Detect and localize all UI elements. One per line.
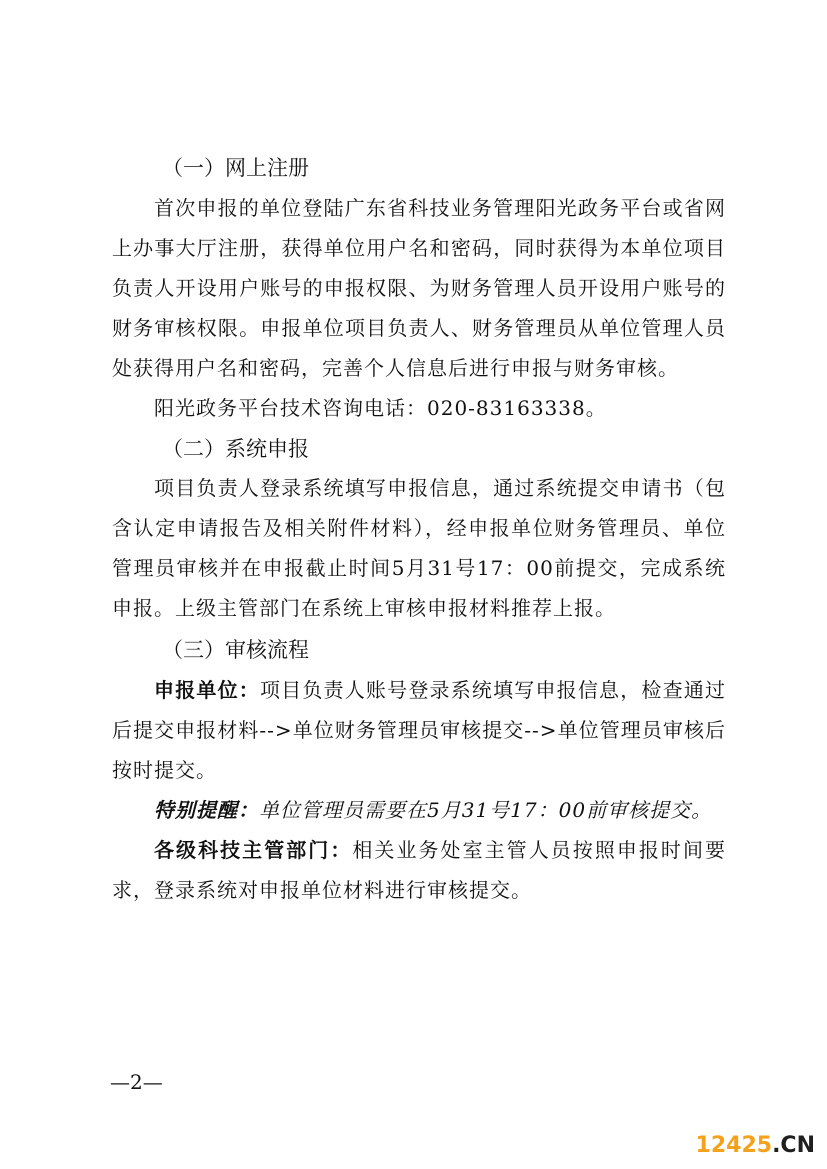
section-3-heading: （三）审核流程 — [162, 638, 309, 662]
section-2-heading: （二）系统申报 — [162, 437, 309, 461]
watermark-number: 12425 — [695, 1133, 773, 1158]
section-1-heading: （一）网上注册 — [162, 156, 309, 180]
page-number: —2— — [110, 1070, 163, 1094]
special-reminder — [112, 790, 726, 830]
section-1-paragraph: 首次申报的单位登陆广东省科技业务管理阳光政务平台或省网上办事大厅注册，获得单位用户名和密码，同时获得为本单位项目负责人开设用户账号的申报权限、为财务管理人员开设用户账号的财务审核权限。申报单位项目负责人、财务管理员从单位管理人员处获得用户名和密码，完善个人信息后进行申报与财务审核。 — [112, 196, 726, 380]
section-1-body — [112, 188, 726, 428]
authority-text: 相关业务处室主管人员按照申报时间要求，登录系统对申报单位材料进行审核提交。 — [112, 838, 727, 902]
section-2 — [112, 434, 726, 464]
section-1-hotline: 阳光政务平台技术咨询电话：020-83163338。 — [154, 396, 607, 420]
applicant-unit-text: 项目负责人账号登录系统填写申报信息，检查通过后提交申报材料-->单位财务管理员审核提交-->单位管理员审核后按时提交。 — [112, 678, 727, 782]
watermark-domain: .CN — [772, 1133, 815, 1158]
site-watermark-logo — [696, 1133, 815, 1159]
section-3-body — [112, 670, 726, 910]
applicant-unit-paragraph — [112, 670, 726, 790]
special-reminder-text: 单位管理员需要在5月31号17：00前审核提交。 — [259, 798, 713, 822]
authority-paragraph — [112, 830, 726, 910]
authority-label: 各级科技主管部门： — [154, 838, 353, 862]
section-2-body — [112, 468, 726, 628]
section-1 — [112, 153, 726, 183]
applicant-unit-label: 申报单位： — [154, 678, 260, 702]
section-3 — [112, 635, 726, 665]
special-reminder-label: 特别提醒： — [154, 798, 259, 822]
section-2-paragraph: 项目负责人登录系统填写申报信息，通过系统提交申请书（包含认定申请报告及相关附件材料），经申报单位财务管理员、单位管理员审核并在申报截止时间5月31号17：00前提交，完成系统申报。上级主管部门在系统上审核申报材料推荐上报。 — [112, 476, 726, 620]
